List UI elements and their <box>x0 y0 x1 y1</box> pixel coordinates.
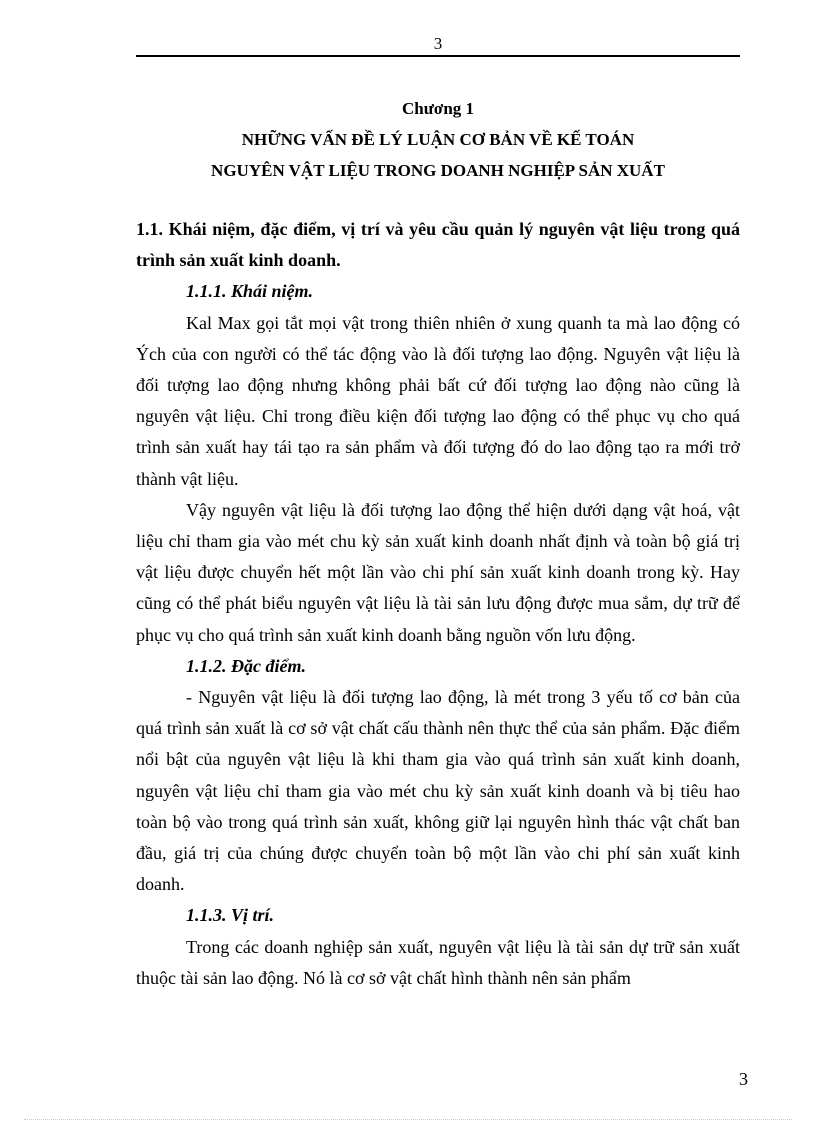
chapter-title-line-1: NHỮNG VẤN ĐỀ LÝ LUẬN CƠ BẢN VỀ KẾ TOÁN <box>241 130 635 149</box>
subsection-heading-position: 1.1.3. Vị trí. <box>186 905 275 926</box>
chapter-title-line-2: NGUYÊN VẬT LIỆU TRONG DOANH NGHIỆP SẢN XUẤT <box>211 161 665 180</box>
page-bottom-border <box>24 1119 792 1120</box>
subsection-heading-concept: 1.1.1. Khái niệm. <box>186 281 314 302</box>
chapter-title-block <box>136 96 740 189</box>
header-rule <box>136 55 740 57</box>
section-heading: 1.1. Khái niệm, đặc điểm, vị trí và yêu cầu quản lý nguyên vật liệu trong quá trình sản xuất kinh doanh. <box>136 219 740 271</box>
subsection-heading-characteristics: 1.1.2. Đặc điểm. <box>186 655 306 676</box>
footer-page-number: 3 <box>739 1069 748 1089</box>
document-body <box>136 214 740 994</box>
body-paragraph: Vậy nguyên vật liệu là đối tượng lao động thể hiện dưới dạng vật hoá, vật liệu chỉ tham gia vào mét chu kỳ sản xuất kinh doanh nhất định và toàn bộ giá trị vật liệu được chuyển hết một lần vào chi phí sản xuất kinh doanh trong kỳ. Hay cũng có thể phát biểu nguyên vật liệu là tài sản lưu động được mua sắm, dự trữ để phục vụ cho quá trình sản xuất kinh doanh bằng nguồn vốn lưu động. <box>136 499 740 645</box>
chapter-label: Chương 1 <box>401 99 475 118</box>
body-paragraph: Trong các doanh nghiệp sản xuất, nguyên vật liệu là tài sản dự trữ sản xuất thuộc tài sản lao động. Nó là cơ sở vật chất hình thành nên sản phẩm <box>136 936 740 988</box>
body-paragraph: Kal Max gọi tắt mọi vật trong thiên nhiên ở xung quanh ta mà lao động có Ých của con người có thể tác động vào là đối tượng lao động. Nguyên vật liệu là đối tượng lao động nhưng không phải bất cứ đối tượng lao động nào cũng là nguyên vật liệu. Chỉ trong điều kiện đối tượng lao động có thể phục vụ cho quá trình sản xuất hay tái tạo ra sản phẩm và đối tượng đó do lao động tạo ra mới trở thành vật liệu. <box>136 312 740 489</box>
header-page-number: 3 <box>433 34 443 53</box>
body-paragraph: - Nguyên vật liệu là đối tượng lao động, là mét trong 3 yếu tố cơ bản của quá trình sản xuất là cơ sở vật chất cấu thành nên thực thể của sản phẩm. Đặc điểm nổi bật của nguyên vật liệu là khi tham gia vào quá trình sản xuất kinh doanh, nguyên vật liệu chỉ tham gia vào mét chu kỳ sản xuất kinh doanh và bị tiêu hao toàn bộ vào trong quá trình sản xuất, không giữ lại nguyên hình thác vật chất ban đầu, giá trị của chúng được chuyển toàn bộ một lần vào chi phí sản xuất kinh doanh. <box>136 687 740 895</box>
